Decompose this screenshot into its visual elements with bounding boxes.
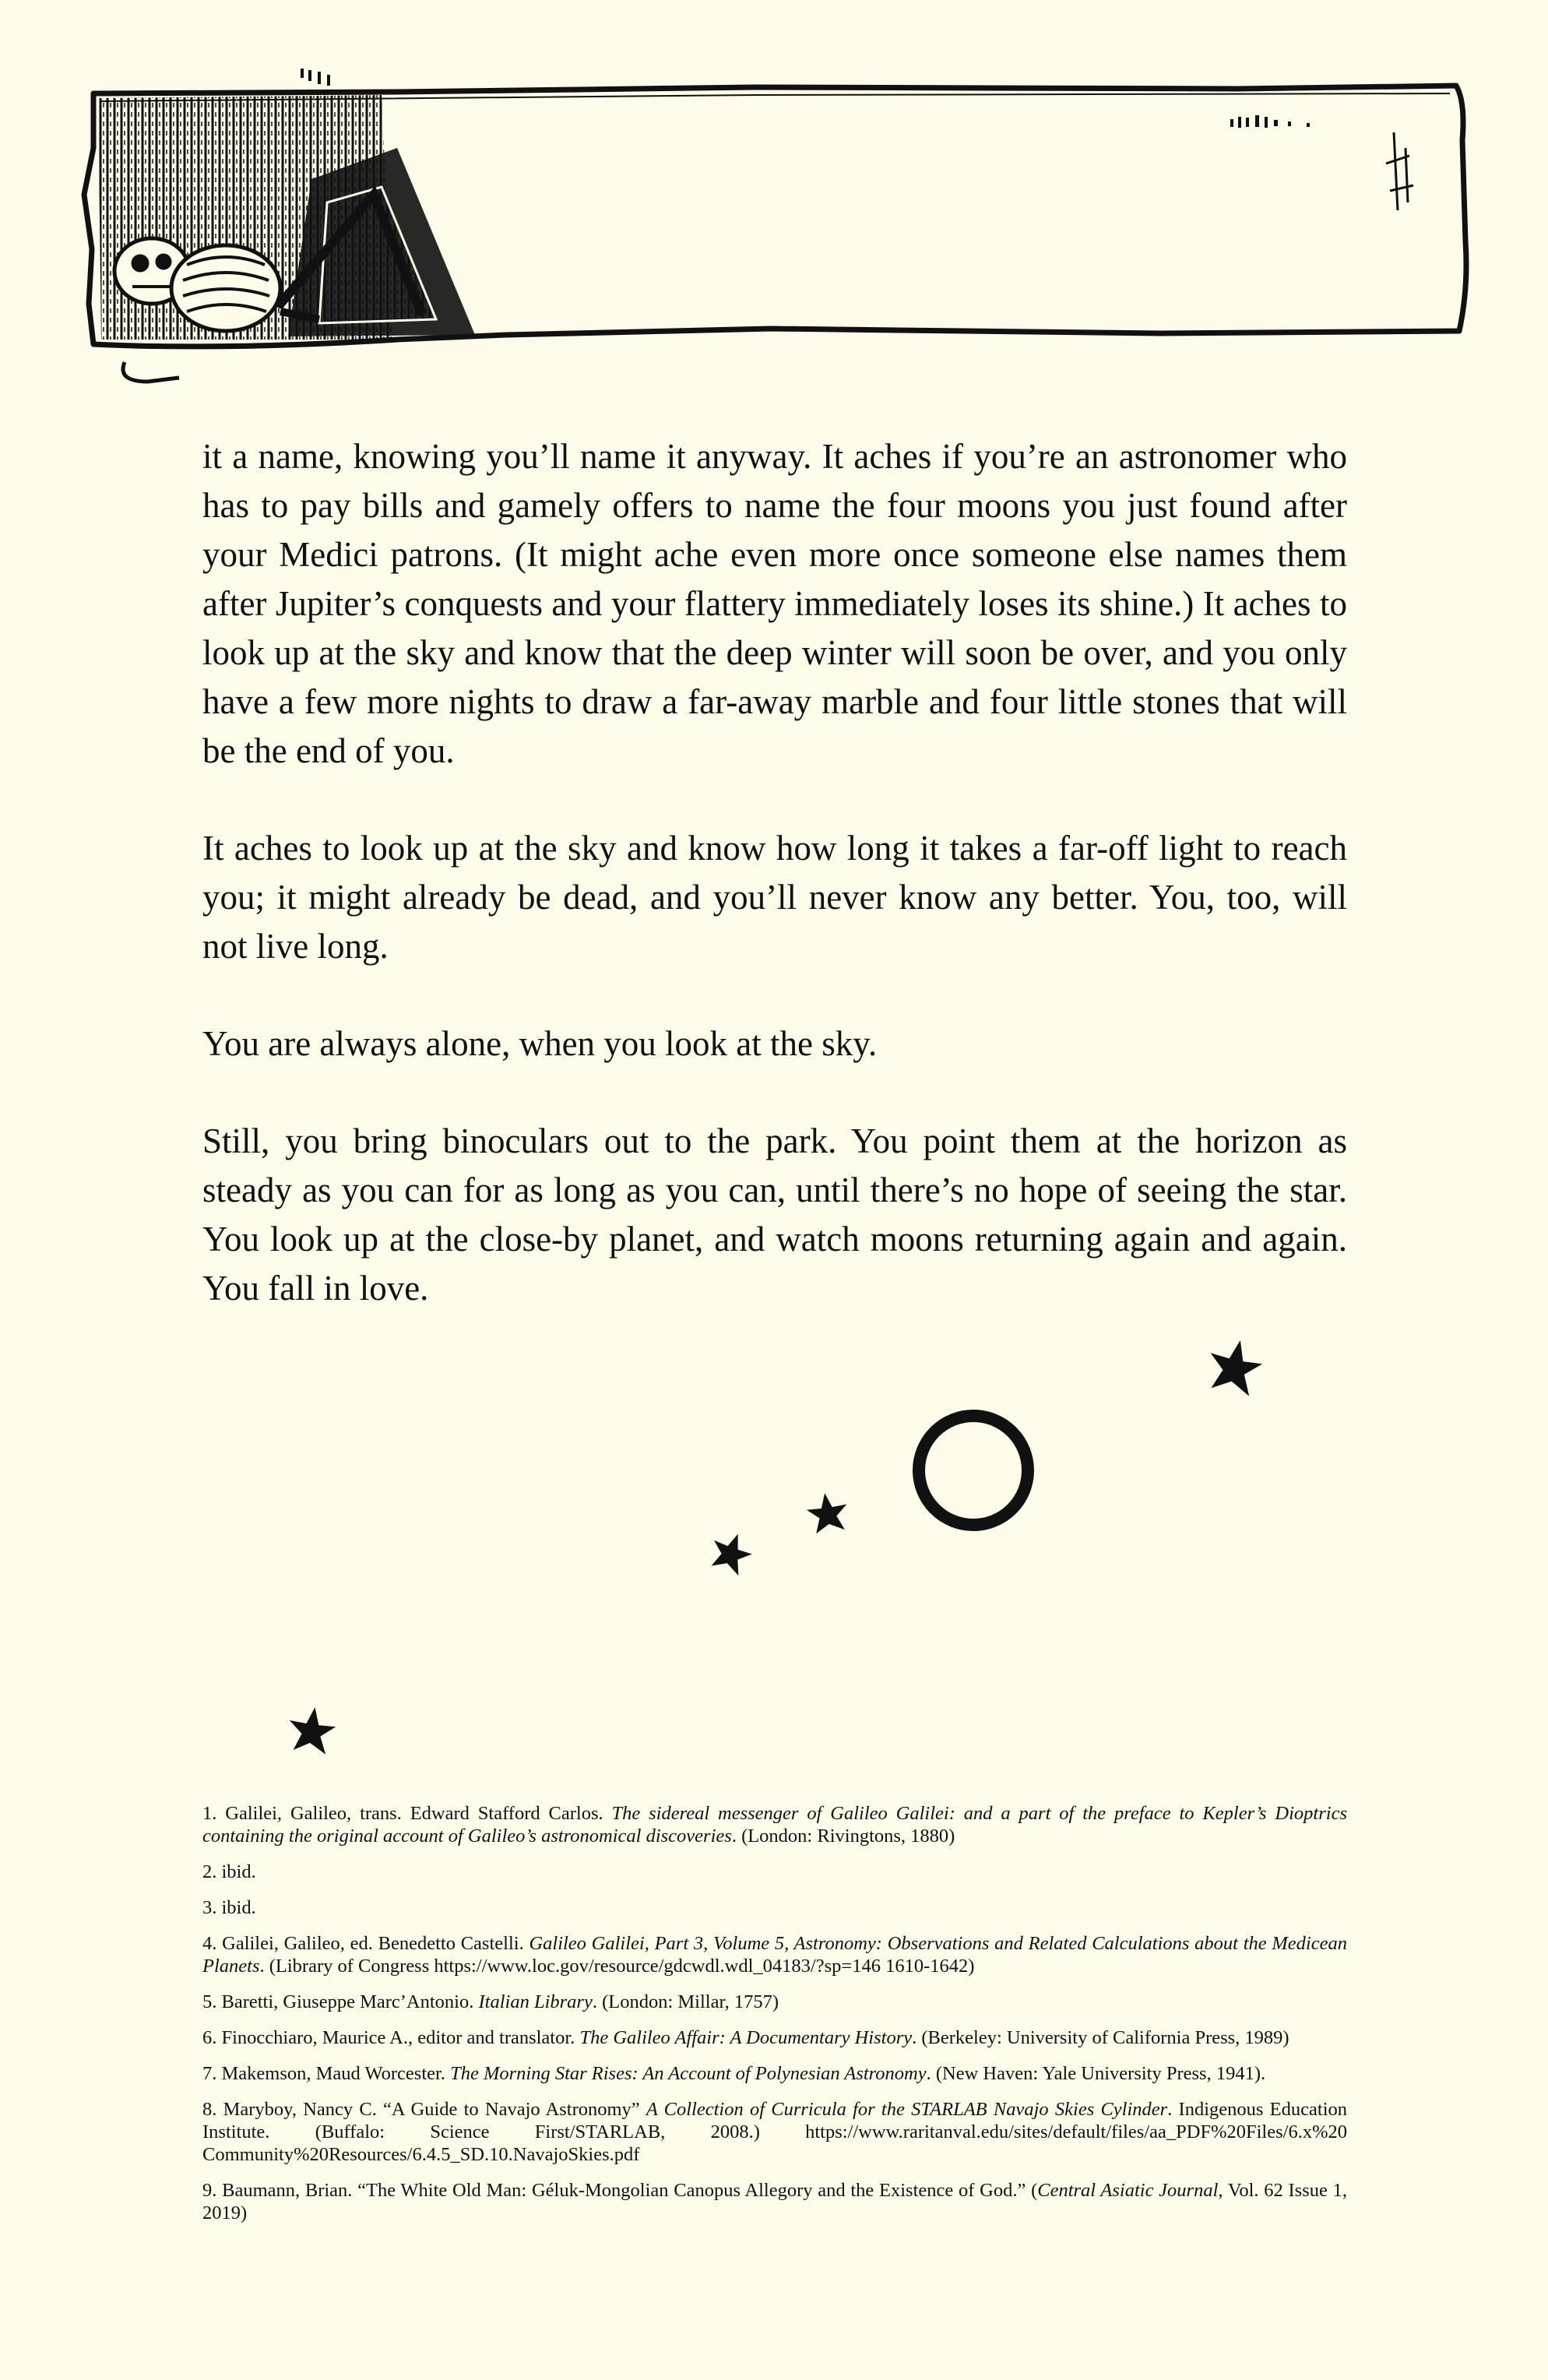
paragraph-3: You are always alone, when you look at the sky. (202, 1024, 878, 1063)
paragraph-1: it a name, knowing you’ll name it anyway. It aches if you’re an astronomer who has to pay bills and gamely offers to name the four moons you just found after your Medici patrons. (It might ache even more once someone else names them after Jupiter’s conquests and your flattery immediately loses its shine.) It aches to look up at the sky and know that the deep winter will soon be over, and you only have a few more nights to draw a far-away marble and four little stones that will be the end of you. (202, 437, 1347, 770)
footnote-title: The Morning Star Rises: An Account of Polynesian Astronomy (450, 2063, 927, 2084)
footnote-text: 6. Finocchiaro, Maurice A., editor and translator. (202, 2027, 580, 2048)
footnote-text: 5. Baretti, Giuseppe Marc’Antonio. (202, 1991, 479, 2012)
footnote-text: . (London: Millar, 1757) (592, 1991, 779, 2012)
footnote-text: . (Berkeley: University of California Press, 1989) (912, 2027, 1289, 2048)
footnote-title: Central Asiatic Journal (1037, 2180, 1219, 2201)
footnotes (202, 1802, 1347, 2237)
footnote-text: 3. ibid. (202, 1897, 256, 1918)
body-text (202, 432, 1347, 1361)
footnote-text: . (Library of Congress https://www.loc.gov/resource/gdcwdl.wdl_04183/?sp=146 1610-1642) (259, 1956, 975, 1977)
footnote-5 (202, 1991, 1347, 2013)
footnote-4 (202, 1932, 1347, 1977)
footnote-8 (202, 2098, 1347, 2166)
footnote-text: . Indigenous Education Institute. (Buffalo: Science First/STARLAB, 2008.) https://www.raritanval.edu/sites/default/files/aa_PDF%20Files/6.x%20 Community%20Resources/6.4.5_SD.10.NavajoSkies.pdf (202, 2099, 1347, 2165)
footnote-title: The Galileo Affair: A Documentary History (579, 2027, 913, 2048)
header-illustration (70, 55, 1472, 397)
footnote-text: 2. ibid. (202, 1861, 256, 1882)
footnote-text: . (London: Rivingtons, 1880) (731, 1825, 955, 1847)
footnote-title: The sidereal messenger of Galileo Galilei: and a part of the preface to Kepler’s Dioptrics containing the original account of Galileo’s astronomical discoveries (202, 1803, 1347, 1847)
footnote-title: Galileo Galilei, Part 3, Volume 5, Astronomy: Observations and Related Calculations about the Medicean Planets (202, 1933, 1347, 1977)
footnote-text: 8. Maryboy, Nancy C. “A Guide to Navajo Astronomy” (202, 2099, 646, 2120)
footnote-3 (202, 1896, 1347, 1919)
footnote-text: 7. Makemson, Maud Worcester. (202, 2063, 451, 2084)
footnote-text: 9. Baumann, Brian. “The White Old Man: Géluk-Mongolian Canopus Allegory and the Existence of God.” ( (202, 2180, 1038, 2201)
paragraph-4: Still, you bring binoculars out to the park. You point them at the horizon as steady as you can for as long as you can, until there’s no hope of seeing the star. You look up at the close-by planet, and watch moons returning again and again. You fall in love. (202, 1121, 1347, 1308)
footnote-9 (202, 2179, 1347, 2224)
footnote-7 (202, 2062, 1347, 2085)
jupiter-planet (919, 1416, 1028, 1525)
footnote-title: A Collection of Curricula for the STARLAB Navajo Skies Cylinder (646, 2099, 1168, 2120)
footnote-text: . (New Haven: Yale University Press, 1941). (926, 2063, 1266, 2084)
footnote-6 (202, 2026, 1347, 2049)
footnote-text: 1. Galilei, Galileo, trans. Edward Stafford Carlos. (202, 1803, 612, 1824)
moon-star-3 (705, 1527, 757, 1578)
footnote-1 (202, 1802, 1347, 1847)
moon-star-4 (286, 1704, 338, 1755)
footnote-text: , Vol. 62 Issue 1, 2019) (202, 2180, 1347, 2223)
paragraph-2: It aches to look up at the sky and know how long it takes a far-off light to reach you; it might already be dead, and you’ll never know any better. You, too, will not live long. (202, 829, 1347, 966)
moon-star-2 (804, 1491, 850, 1535)
footnote-2 (202, 1861, 1347, 1883)
footnote-text: 4. Galilei, Galileo, ed. Benedetto Castelli. (202, 1933, 529, 1954)
footnote-title: Italian Library (478, 1991, 593, 2012)
